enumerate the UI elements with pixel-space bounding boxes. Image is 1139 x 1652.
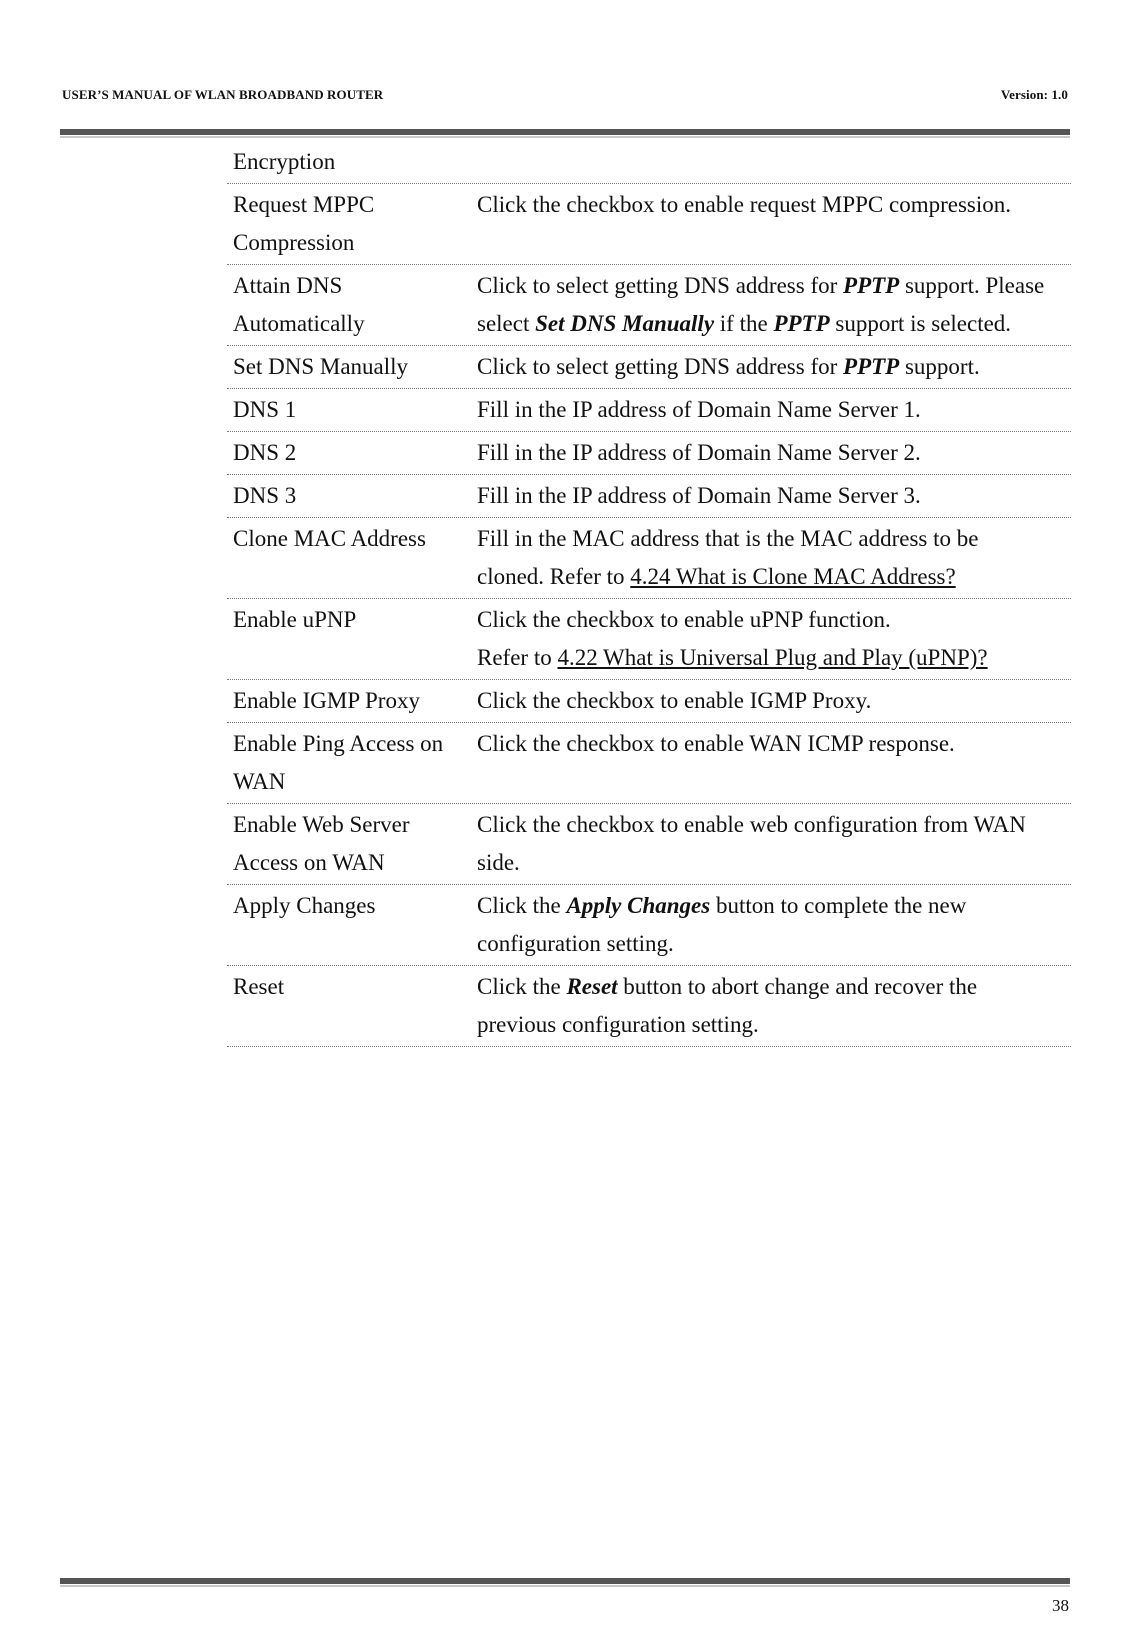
- table-row: [227, 389, 1071, 432]
- table-row: [227, 680, 1071, 723]
- table-row: [227, 432, 1071, 475]
- row-description: Click to select getting DNS address for PPTP support.: [477, 354, 980, 379]
- row-label: DNS 2: [233, 440, 297, 465]
- row-label: Encryption: [233, 149, 336, 174]
- row-label: DNS 3: [233, 483, 297, 508]
- table-row: [227, 184, 1071, 265]
- row-description: Click the checkbox to enable request MPPC compression.: [477, 192, 1012, 217]
- row-description: Fill in the MAC address that is the MAC address to be cloned. Refer to 4.24 What is Clone MAC Address?: [477, 526, 979, 589]
- table-row: [227, 599, 1071, 680]
- table-row: [227, 475, 1071, 518]
- footer-rule: [60, 1578, 1070, 1587]
- row-description: Click the Apply Changes button to complete the new configuration setting.: [477, 893, 967, 956]
- row-description: Fill in the IP address of Domain Name Server 2.: [477, 440, 921, 465]
- row-label: Reset: [233, 974, 285, 999]
- row-label: Set DNS Manually: [233, 354, 409, 379]
- header-version: Version: 1.0: [1000, 87, 1068, 102]
- table-row: [227, 265, 1071, 346]
- header-title: USER’S MANUAL OF WLAN BROADBAND ROUTER: [62, 87, 384, 102]
- table-row: [227, 141, 1071, 184]
- row-label: Enable Ping Access on WAN: [233, 731, 444, 794]
- row-label: DNS 1: [233, 397, 297, 422]
- row-description: Click to select getting DNS address for PPTP support. Please select Set DNS Manually if the PPTP support is selected.: [477, 273, 1045, 336]
- table-row: [227, 723, 1071, 804]
- row-label: Attain DNS Automatically: [233, 273, 365, 336]
- table-row: [227, 346, 1071, 389]
- row-label: Enable uPNP: [233, 607, 357, 632]
- row-description: Fill in the IP address of Domain Name Server 3.: [477, 483, 921, 508]
- table-row: [227, 518, 1071, 599]
- row-description: Click the checkbox to enable web configuration from WAN side.: [477, 812, 1026, 875]
- row-description: Click the checkbox to enable WAN ICMP response.: [477, 731, 955, 756]
- row-description: Click the Reset button to abort change and recover the previous configuration setting.: [477, 974, 978, 1037]
- row-label: Enable Web Server Access on WAN: [233, 812, 410, 875]
- row-label: Request MPPC Compression: [233, 192, 375, 255]
- table-row: [227, 966, 1071, 1047]
- row-description: [471, 141, 1071, 183]
- upnp-link[interactable]: 4.22 What is Universal Plug and Play (uPNP)?: [557, 645, 988, 670]
- table-row: [227, 885, 1071, 966]
- table-row: [227, 804, 1071, 885]
- row-description: Fill in the IP address of Domain Name Server 1.: [477, 397, 921, 422]
- row-label: Apply Changes: [233, 893, 376, 918]
- header-rule: [60, 129, 1070, 138]
- settings-table: [227, 141, 1071, 1047]
- clone-mac-link[interactable]: 4.24 What is Clone MAC Address?: [630, 564, 956, 589]
- page-number: 38: [1052, 1596, 1069, 1615]
- row-label: Enable IGMP Proxy: [233, 688, 420, 713]
- row-description: Click the checkbox to enable IGMP Proxy.: [477, 688, 872, 713]
- row-label: Clone MAC Address: [233, 526, 426, 551]
- row-description: Click the checkbox to enable uPNP function. Refer to 4.22 What is Universal Plug and Play (uPNP)?: [477, 607, 988, 670]
